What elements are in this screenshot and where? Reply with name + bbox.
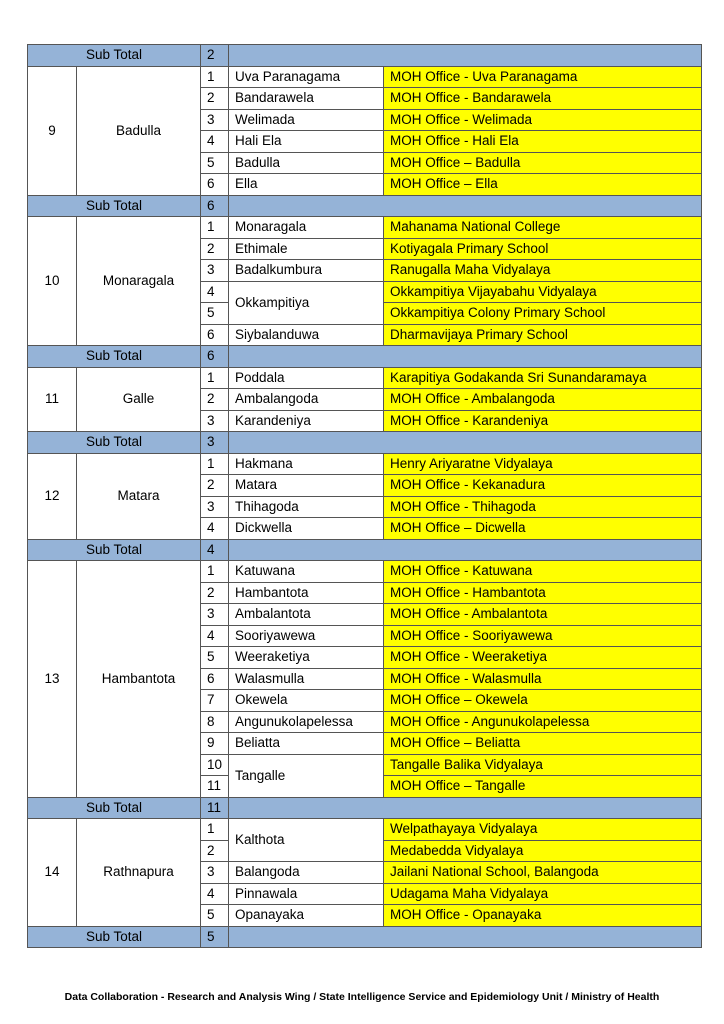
moh-area: Angunukolapelessa: [229, 711, 384, 733]
subtotal-row: [28, 432, 702, 454]
center-location: MOH Office - Uva Paranagama: [384, 66, 702, 88]
center-location: Welpathayaya Vidyalaya: [384, 819, 702, 841]
center-location: Okkampitiya Colony Primary School: [384, 303, 702, 325]
moh-area: Ethimale: [229, 238, 384, 260]
subtotal-label: Sub Total: [28, 45, 201, 67]
entry-number: 4: [201, 131, 229, 153]
center-location: MOH Office - Ambalantota: [384, 604, 702, 626]
moh-area: Weeraketiya: [229, 647, 384, 669]
center-location: Kotiyagala Primary School: [384, 238, 702, 260]
center-location: MOH Office - Walasmulla: [384, 668, 702, 690]
moh-area: Beliatta: [229, 733, 384, 755]
moh-area: Ella: [229, 174, 384, 196]
center-location: MOH Office - Welimada: [384, 109, 702, 131]
subtotal-empty: [229, 797, 702, 819]
subtotal-label: Sub Total: [28, 926, 201, 948]
center-location: MOH Office - Hali Ela: [384, 131, 702, 153]
entry-number: 3: [201, 604, 229, 626]
subtotal-empty: [229, 432, 702, 454]
subtotal-empty: [229, 926, 702, 948]
subtotal-count: 3: [201, 432, 229, 454]
center-location: MOH Office - Opanayaka: [384, 905, 702, 927]
entry-number: 2: [201, 475, 229, 497]
center-location: MOH Office - Hambantota: [384, 582, 702, 604]
table-row: [28, 561, 702, 583]
center-location: Karapitiya Godakanda Sri Sunandaramaya: [384, 367, 702, 389]
center-location: MOH Office - Karandeniya: [384, 410, 702, 432]
district-name: Matara: [77, 453, 201, 539]
moh-area: Thihagoda: [229, 496, 384, 518]
subtotal-count: 4: [201, 539, 229, 561]
center-location: MOH Office - Kekanadura: [384, 475, 702, 497]
subtotal-label: Sub Total: [28, 195, 201, 217]
vaccination-centers-table: [27, 44, 702, 948]
moh-area: Okkampitiya: [229, 281, 384, 324]
moh-area: Badalkumbura: [229, 260, 384, 282]
entry-number: 2: [201, 88, 229, 110]
center-location: MOH Office - Sooriyawewa: [384, 625, 702, 647]
table-row: [28, 819, 702, 841]
subtotal-count: 6: [201, 195, 229, 217]
entry-number: 4: [201, 883, 229, 905]
center-location: Udagama Maha Vidyalaya: [384, 883, 702, 905]
subtotal-row: [28, 346, 702, 368]
subtotal-count: 6: [201, 346, 229, 368]
subtotal-row: [28, 45, 702, 67]
moh-area: Monaragala: [229, 217, 384, 239]
center-location: MOH Office - Weeraketiya: [384, 647, 702, 669]
center-location: Dharmavijaya Primary School: [384, 324, 702, 346]
moh-area: Ambalangoda: [229, 389, 384, 411]
district-number: 9: [28, 66, 77, 195]
moh-area: Hakmana: [229, 453, 384, 475]
entry-number: 11: [201, 776, 229, 798]
subtotal-empty: [229, 195, 702, 217]
moh-area: Balangoda: [229, 862, 384, 884]
center-location: MOH Office - Bandarawela: [384, 88, 702, 110]
moh-area: Sooriyawewa: [229, 625, 384, 647]
subtotal-count: 5: [201, 926, 229, 948]
entry-number: 3: [201, 109, 229, 131]
entry-number: 6: [201, 668, 229, 690]
moh-area: Opanayaka: [229, 905, 384, 927]
moh-area: Karandeniya: [229, 410, 384, 432]
center-location: Medabedda Vidyalaya: [384, 840, 702, 862]
entry-number: 10: [201, 754, 229, 776]
subtotal-empty: [229, 45, 702, 67]
district-name: Hambantota: [77, 561, 201, 798]
entry-number: 5: [201, 303, 229, 325]
center-location: MOH Office – Dicwella: [384, 518, 702, 540]
district-number: 14: [28, 819, 77, 927]
table-row: [28, 453, 702, 475]
subtotal-label: Sub Total: [28, 539, 201, 561]
district-number: 13: [28, 561, 77, 798]
subtotal-count: 2: [201, 45, 229, 67]
footer-credit: Data Collaboration - Research and Analysis Wing / State Intelligence Service and Epidemiology Unit / Ministry of Health: [64, 991, 660, 1003]
district-number: 11: [28, 367, 77, 432]
moh-area: Tangalle: [229, 754, 384, 797]
center-location: MOH Office – Tangalle: [384, 776, 702, 798]
entry-number: 9: [201, 733, 229, 755]
entry-number: 2: [201, 238, 229, 260]
center-location: Henry Ariyaratne Vidyalaya: [384, 453, 702, 475]
center-location: MOH Office - Katuwana: [384, 561, 702, 583]
center-location: Ranugalla Maha Vidyalaya: [384, 260, 702, 282]
district-name: Rathnapura: [77, 819, 201, 927]
moh-area: Ambalantota: [229, 604, 384, 626]
entry-number: 6: [201, 174, 229, 196]
center-location: MOH Office - Thihagoda: [384, 496, 702, 518]
entry-number: 1: [201, 66, 229, 88]
moh-area: Katuwana: [229, 561, 384, 583]
subtotal-empty: [229, 346, 702, 368]
center-location: MOH Office - Angunukolapelessa: [384, 711, 702, 733]
moh-area: Badulla: [229, 152, 384, 174]
entry-number: 3: [201, 410, 229, 432]
center-location: MOH Office – Beliatta: [384, 733, 702, 755]
subtotal-label: Sub Total: [28, 797, 201, 819]
moh-area: Poddala: [229, 367, 384, 389]
center-location: Jailani National School, Balangoda: [384, 862, 702, 884]
subtotal-empty: [229, 539, 702, 561]
entry-number: 5: [201, 905, 229, 927]
moh-area: Matara: [229, 475, 384, 497]
entry-number: 1: [201, 367, 229, 389]
subtotal-count: 11: [201, 797, 229, 819]
district-name: Monaragala: [77, 217, 201, 346]
moh-area: Siybalanduwa: [229, 324, 384, 346]
table-body: [28, 45, 702, 948]
moh-area: Walasmulla: [229, 668, 384, 690]
entry-number: 7: [201, 690, 229, 712]
entry-number: 3: [201, 496, 229, 518]
entry-number: 8: [201, 711, 229, 733]
entry-number: 2: [201, 582, 229, 604]
moh-area: Dickwella: [229, 518, 384, 540]
center-location: MOH Office - Ambalangoda: [384, 389, 702, 411]
subtotal-label: Sub Total: [28, 432, 201, 454]
entry-number: 5: [201, 647, 229, 669]
center-location: Mahanama National College: [384, 217, 702, 239]
center-location: Okkampitiya Vijayabahu Vidyalaya: [384, 281, 702, 303]
moh-area: Welimada: [229, 109, 384, 131]
entry-number: 5: [201, 152, 229, 174]
entry-number: 1: [201, 453, 229, 475]
moh-area: Pinnawala: [229, 883, 384, 905]
moh-area: Bandarawela: [229, 88, 384, 110]
district-name: Galle: [77, 367, 201, 432]
district-name: Badulla: [77, 66, 201, 195]
moh-area: Uva Paranagama: [229, 66, 384, 88]
district-number: 10: [28, 217, 77, 346]
moh-area: Kalthota: [229, 819, 384, 862]
entry-number: 4: [201, 625, 229, 647]
entry-number: 3: [201, 260, 229, 282]
moh-area: Hali Ela: [229, 131, 384, 153]
table-row: [28, 367, 702, 389]
entry-number: 6: [201, 324, 229, 346]
subtotal-row: [28, 539, 702, 561]
moh-area: Okewela: [229, 690, 384, 712]
entry-number: 2: [201, 840, 229, 862]
table-row: [28, 66, 702, 88]
moh-area: Hambantota: [229, 582, 384, 604]
entry-number: 1: [201, 561, 229, 583]
subtotal-row: [28, 195, 702, 217]
subtotal-row: [28, 797, 702, 819]
center-location: MOH Office – Badulla: [384, 152, 702, 174]
subtotal-row: [28, 926, 702, 948]
center-location: Tangalle Balika Vidyalaya: [384, 754, 702, 776]
subtotal-label: Sub Total: [28, 346, 201, 368]
center-location: MOH Office – Okewela: [384, 690, 702, 712]
entry-number: 3: [201, 862, 229, 884]
entry-number: 4: [201, 281, 229, 303]
entry-number: 1: [201, 217, 229, 239]
center-location: MOH Office – Ella: [384, 174, 702, 196]
table-row: [28, 217, 702, 239]
district-number: 12: [28, 453, 77, 539]
entry-number: 2: [201, 389, 229, 411]
entry-number: 4: [201, 518, 229, 540]
entry-number: 1: [201, 819, 229, 841]
